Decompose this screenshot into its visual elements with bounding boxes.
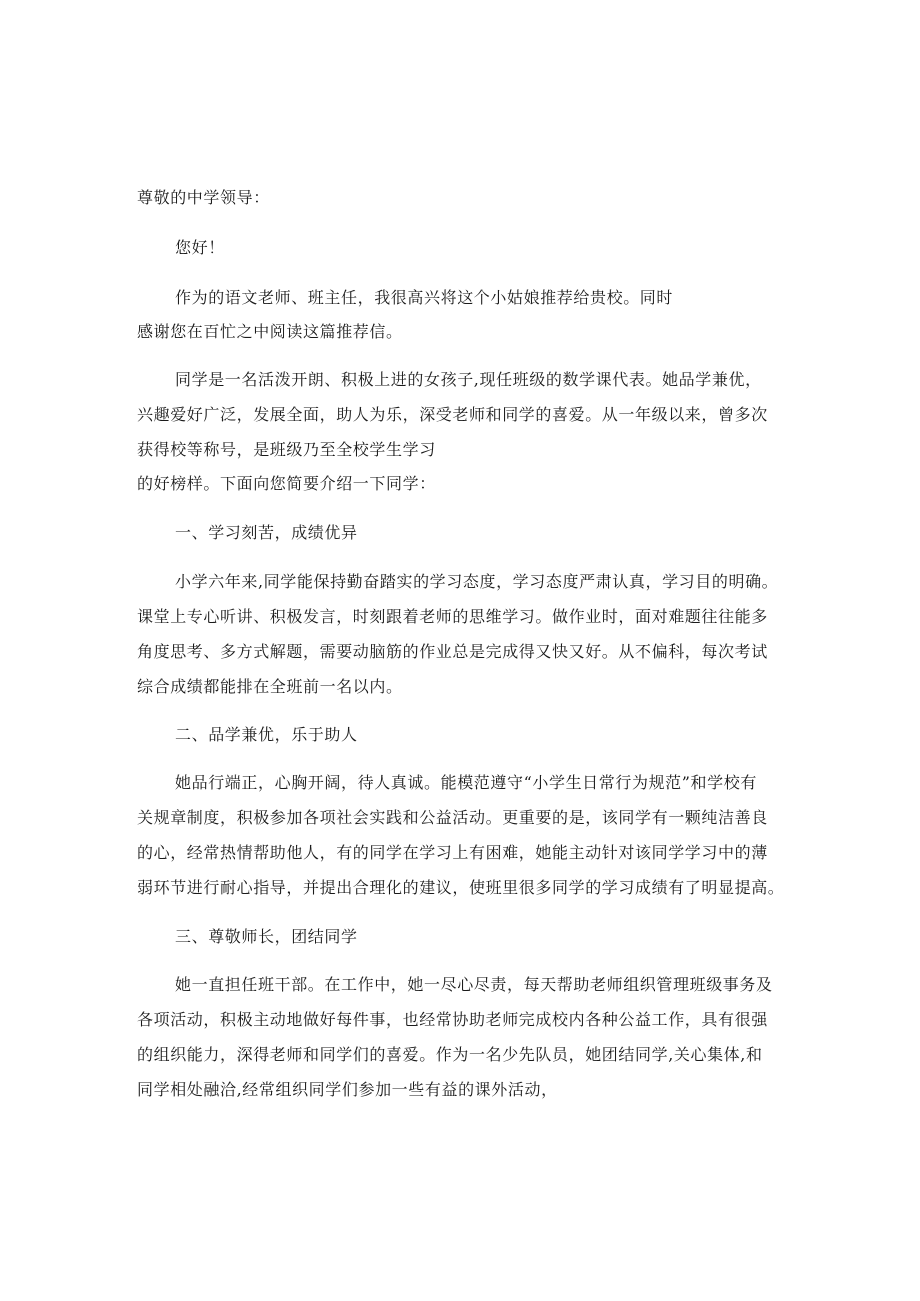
section-1-heading: 一、学习刻苦，成绩优异 xyxy=(175,523,358,542)
section-3-heading: 三、尊敬师长，团结同学 xyxy=(175,927,358,946)
overview-line-3: 获得校等称号，是班级乃至全校学生学习 xyxy=(137,440,436,459)
section-1-line-2: 课堂上专心听讲、积极发言，时刻跟着老师的思维学习。做作业时，面对难题往往能多 xyxy=(137,607,768,626)
intro-line-1: 作为的语文老师、班主任，我很高兴将这个小姑娘推荐给贵校。同时 xyxy=(175,288,674,307)
section-2-line-1: 她品行端正，心胸开阔，待人真诚。能模范遵守“小学生日常行为规范”和学校有 xyxy=(175,773,757,792)
section-1-line-3: 角度思考、多方式解题，需要动脑筋的作业总是完成得又快又好。从不偏科，每次考试 xyxy=(137,642,768,661)
overview-line-1: 同学是一名活泼开朗、积极上进的女孩子,现任班级的数学课代表。她品学兼优， xyxy=(175,370,762,389)
section-1-line-1: 小学六年来,同学能保持勤奋踏实的学习态度，学习态度严肃认真，学习目的明确。 xyxy=(175,572,779,591)
overview-line-4: 的好榜样。下面向您简要介绍一下同学： xyxy=(137,474,436,493)
section-1-line-4: 综合成绩都能排在全班前一名以内。 xyxy=(137,677,403,696)
section-3-line-3: 的组织能力，深得老师和同学们的喜爱。作为一名少先队员，她团结同学,关心集体,和 xyxy=(137,1045,763,1064)
salutation: 尊敬的中学领导： xyxy=(137,188,270,207)
section-2-line-2: 关规章制度，积极参加各项社会实践和公益活动。更重要的是，该同学有一颗纯洁善良 xyxy=(137,808,768,827)
greeting: 您好！ xyxy=(175,238,225,257)
section-2-heading: 二、品学兼优，乐于助人 xyxy=(175,725,358,744)
section-3-line-4: 同学相处融洽,经常组织同学们参加一些有益的课外活动， xyxy=(137,1080,558,1099)
section-3-line-2: 各项活动，积极主动地做好每件事，也经常协助老师完成校内各种公益工作，具有很强 xyxy=(137,1010,768,1029)
section-2-line-4: 弱环节进行耐心指导，并提出合理化的建议，使班里很多同学的学习成绩有了明显提高。 xyxy=(137,878,785,897)
intro-line-2: 感谢您在百忙之中阅读这篇推荐信。 xyxy=(137,322,403,341)
section-3-line-1: 她一直担任班干部。在工作中，她一尽心尽责，每天帮助老师组织管理班级事务及 xyxy=(175,975,773,994)
overview-line-2: 兴趣爱好广泛，发展全面，助人为乐，深受老师和同学的喜爱。从一年级以来，曾多次 xyxy=(137,405,768,424)
section-2-line-3: 的心，经常热情帮助他人，有的同学在学习上有困难，她能主动针对该同学学习中的薄 xyxy=(137,843,768,862)
